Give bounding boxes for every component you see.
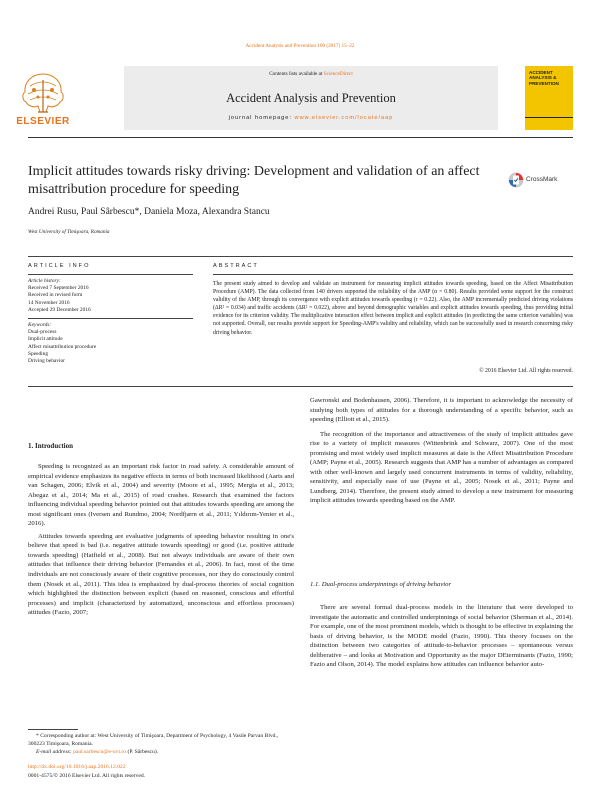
keywords-label: Keywords:	[28, 322, 52, 328]
abstract-text: The present study aimed to develop and validate an instrument for measuring implicit attitudes towards speeding, based on the Affect Misattribution Procedure (AMP). The data collected from 140 drivers supported the reliability of the AMP (α = 0.80). Results provided some support for the construct validity of the AMP, through its convergence with explicit attitudes towards speeding (r = 0.22). Also, the AMP incrementally predicted driving violations (ΔR² = 0.034) and traffic accidents (ΔR² = 0.022), above and beyond demographic variables and explicit attitudes towards speeding, thus providing initial evidence for its criterion validity. The multiplicative interaction effect between implicit and explicit attitudes (in predicting the same criterion variables) was not supported. Overall, our results provide support for Speeding-AMP's validity and reliability, which can be successfully used in research concerning risky driving behavior.	[213, 281, 573, 336]
abstract-heading: ABSTRACT	[213, 263, 259, 269]
keyword: Driving behavior	[28, 358, 65, 365]
journal-cover[interactable]	[525, 66, 573, 130]
sciencedirect-link[interactable]: ScienceDirect	[323, 71, 353, 77]
paragraph: There are several formal dual-process models in the literature that were developed to investigate the automatic and controlled underpinnings of social behavior (Sherman et al., 2014). For example, one of the most prominent models, which is thought to be effective in explaining the basis of driving behavior, is the MODE model (Fazio, 1990). This theory focuses on the distinction between two categories of attitude-to-behavior processes – spontaneous versus deliberative – and looks at Motivation and Opportunity as the major DEterminants (Fazio, 1990; Fazio and Olson, 2014). The model explains how attitudes can influence behavior auto-	[310, 604, 573, 669]
right-column-body	[310, 396, 573, 506]
elsevier-wordmark: ELSEVIER	[16, 116, 70, 127]
elsevier-logo[interactable]	[14, 66, 72, 130]
author-list: Andrei Rusu, Paul Sârbescu*, Daniela Moza, Alexandra Stancu	[28, 207, 270, 217]
crossmark-badge[interactable]	[508, 172, 572, 188]
homepage-line	[124, 115, 498, 121]
homepage-link[interactable]: www.elsevier.com/locate/aap	[294, 115, 394, 121]
article-title: Implicit attitudes towards risky driving: Development and validation of an affect misattribution procedure for speeding	[28, 164, 480, 197]
journal-masthead	[124, 66, 498, 130]
history-item: Accepted 29 December 2016	[28, 306, 91, 313]
cover-bar	[525, 117, 573, 119]
doi-link[interactable]	[28, 764, 126, 772]
left-column-body	[28, 462, 294, 618]
article-info-heading: ARTICLE INFO	[28, 263, 91, 269]
section-heading-introduction: 1. Introduction	[28, 442, 73, 450]
history-label: Article history:	[28, 278, 61, 284]
keyword: Speeding	[28, 350, 49, 357]
contents-prefix: Contents lists available at	[269, 71, 324, 77]
history-item: 14 November 2016	[28, 299, 70, 306]
homepage-prefix: journal homepage:	[228, 115, 295, 121]
journal-title[interactable]: Accident Analysis and Prevention	[226, 91, 396, 105]
paragraph-continued: Gawronski and Bodenhausen, 2006). Therefore, it is important to acknowledge the necessity of studying both types of attitudes for a thorough understanding of a specific behavior, such as speeding (Elliott et al., 2015).	[310, 397, 573, 424]
keyword: Implicit attitude	[28, 336, 63, 343]
keyword: Dual-process	[28, 329, 57, 336]
front-matter-rule	[28, 256, 573, 257]
history-item: Received 7 September 2016	[28, 285, 89, 292]
footnote-rule	[28, 729, 78, 730]
keyword: Affect misattribution procedure	[28, 343, 97, 350]
abstract-bottom-rule	[28, 386, 573, 387]
history-item: Received in revised form	[28, 292, 83, 299]
affiliation: West University of Timişoara, Romania	[28, 229, 110, 235]
article-history	[28, 278, 193, 314]
email-line	[36, 749, 294, 757]
paragraph: The recognition of the importance and attractiveness of the study of implicit attitudes gave rise to a variety of implicit measures (Wittenbrink and Schwarz, 2007). One of the most promising and most widely used implicit measures at date is the Affect Misattribution Procedure (AMP; Payne et al., 2005). Research suggests that AMP has a number of advantages as compared with other well-known and largely used concurrent instruments in terms of validity, reliability, sensitivity, and especially ease of use (Payne et al., 2005; Nosek et al., 2011; Payne and Lundberg, 2014). Therefore, the present study aimed to develop a new instrument for measuring implicit attitudes towards speeding based on the AMP.	[310, 430, 573, 505]
crossmark-label: CrossMark	[526, 176, 558, 183]
right-column-body-2	[310, 603, 573, 670]
keywords-rule	[28, 318, 193, 319]
journal-citation[interactable]: Accident Analysis and Prevention 100 (2017) 15–22	[245, 43, 355, 49]
issn-line: 0001-4575/© 2016 Elsevier Ltd. All rights reserved.	[28, 773, 146, 779]
email-link[interactable]: paul.sarbescu@e-uvt.ro	[73, 749, 127, 755]
copyright-line: © 2016 Elsevier Ltd. All rights reserved.	[479, 368, 573, 374]
email-label: E-mail address:	[36, 749, 74, 755]
corresponding-author-note: * Corresponding author at: West University of Timişoara, Department of Psychology, 4 Vasile Parvan Blvd., 300223 Timişoara, Romania.	[28, 733, 279, 747]
keywords	[28, 322, 193, 365]
paragraph: Attitudes towards speeding are evaluative judgments of speeding behavior resulting in one's believe that speed is bad (i.e. negative attitude towards speeding) or good (i.e. positive attitude towards speeding) (Hatfield et al., 2008). But not always individuals are aware of their own attitudes that influence their driving behavior (Fernandes et al., 2006). In fact, most of the time individuals are not consciously aware of their cognitive processes, nor they do consciously control them (Nosek et al., 2011). This idea is emphasized by dual-process theories of social cognition which highlighted the distinction between explicit (based on reasoned, conscious and effortful processes) and implicit (characterized by automatized, unconscious and effortless processes) attitudes (Fazio, 2007;	[28, 532, 294, 617]
doi-url[interactable]: http://dx.doi.org/10.1016/j.aap.2016.12.022	[28, 764, 126, 770]
email-suffix: (P. Sârbescu).	[126, 749, 159, 755]
crossmark-icon	[508, 172, 524, 188]
paragraph: Speeding is recognized as an important risk factor in road safety. A considerable amount of empirical evidence emphasizes its negative effects in terms of both increased likelihood (Aarts and van Schagen, 2006; Elvik et al., 2004) and severity (Moore et al., 1995; Mergia et al., 2013; Abegaz et al., 2014; Ma et al., 2015) of road crashes. Research that examined the factors influencing individual speeding behavior pointed out that attitudes towards speeding are among the most significant ones (Iversen and Rundmo, 2004; Nordfjærn et al., 2011; Yıldırım-Yenier et al., 2016).	[28, 463, 294, 528]
masthead-rule	[28, 137, 573, 138]
subsection-heading: 1.1. Dual-process underpinnings of driving behavior	[310, 581, 452, 588]
contents-line	[124, 71, 498, 78]
abstract-rule	[213, 274, 573, 275]
article-info-rule	[28, 274, 193, 275]
cover-title: ACCIDENT ANALYSIS & PREVENTION	[529, 70, 559, 86]
